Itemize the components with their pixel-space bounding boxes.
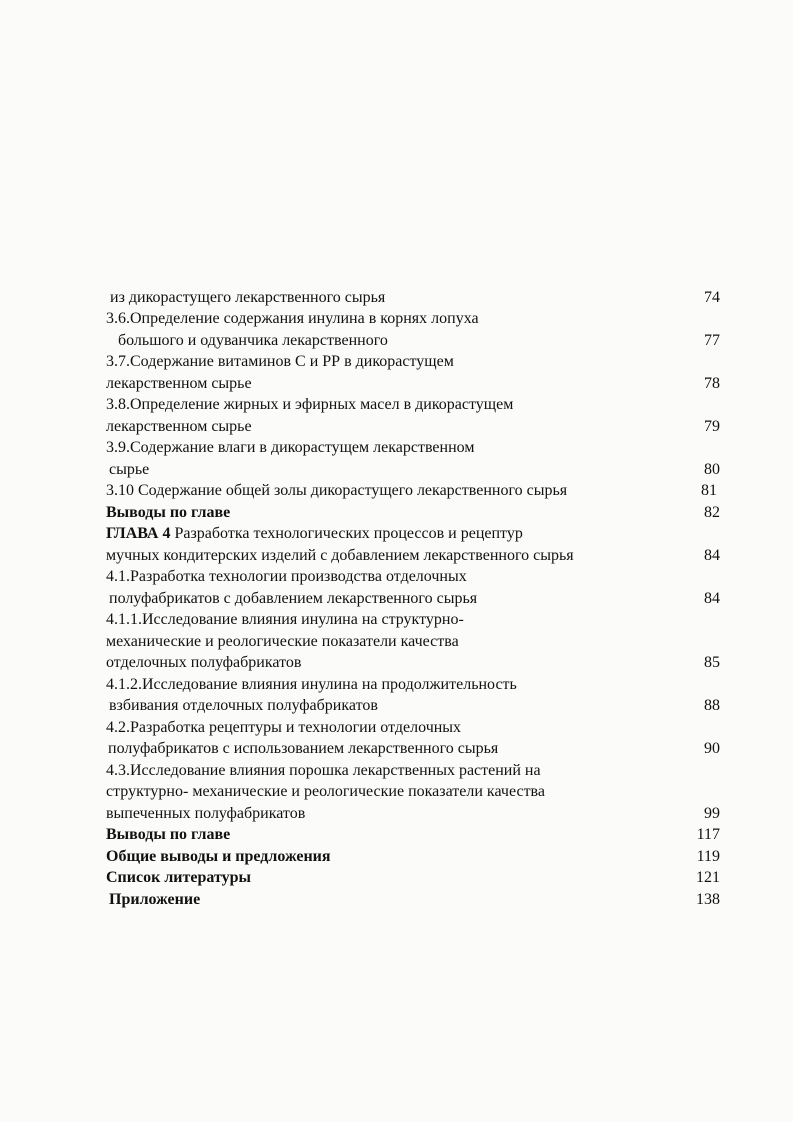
toc-entry-text: 3.8.Определение жирных и эфирных масел в дикорастущем	[106, 396, 514, 413]
toc-page-number: 79	[704, 418, 720, 435]
toc-page-number: 85	[704, 654, 720, 671]
toc-entry-text: из дикорастущего лекарственного сырья	[110, 289, 386, 306]
toc-chapter-conclusions: Выводы по главе	[106, 504, 231, 521]
toc-page-number: 121	[696, 869, 720, 886]
toc-entry-text: структурно- механические и реологические показатели качества	[106, 783, 545, 800]
toc-entry-text: сырье	[109, 461, 150, 478]
toc-entry-text: большого и одуванчика лекарственного	[118, 332, 388, 349]
toc-page-number: 84	[704, 590, 720, 607]
toc-page-number: 88	[704, 697, 720, 714]
toc-entry-text: 3.7.Содержание витаминов С и РР в дикорастущем	[106, 353, 454, 370]
toc-entry-text: лекарственном сырье	[106, 375, 252, 392]
toc-references: Список литературы	[106, 869, 251, 886]
toc-page-number: 74	[704, 289, 720, 306]
toc-entry-text: полуфабрикатов с использованием лекарственного сырья	[108, 740, 499, 757]
toc-entry-text: отделочных полуфабрикатов	[106, 654, 302, 671]
toc-entry-text: полуфабрикатов с добавлением лекарственного сырья	[109, 590, 478, 607]
toc-entry-text: 3.9.Содержание влаги в дикорастущем лекарственном	[106, 439, 475, 456]
toc-chapter-conclusions: Выводы по главе	[106, 826, 231, 843]
chapter-label: ГЛАВА 4	[106, 525, 171, 542]
toc-entry-text: 3.10 Содержание общей золы дикорастущего лекарственного сырья	[106, 482, 568, 499]
toc-entry-text: 4.1.1.Исследование влияния инулина на структурно-	[106, 611, 464, 628]
toc-entry-text: 3.6.Определение содержания инулина в корнях лопуха	[106, 310, 479, 327]
toc-general-conclusions: Общие выводы и предложения	[106, 848, 331, 865]
toc-entry-text: 4.1.2.Исследование влияния инулина на продолжительность	[106, 676, 517, 693]
toc-page-number: 82	[704, 504, 720, 521]
toc-page-number: 84	[704, 547, 720, 564]
toc-entry-text: взбивания отделочных полуфабрикатов	[109, 697, 378, 714]
toc-page-number: 81	[701, 482, 717, 499]
toc-page-number: 99	[704, 805, 720, 822]
toc-entry-text: выпеченных полуфабрикатов	[106, 805, 306, 822]
toc-entry-text: механические и реологические показатели качества	[106, 633, 459, 650]
toc-entry-text: мучных кондитерских изделий с добавлением лекарственного сырья	[106, 547, 574, 564]
toc-page-number: 138	[696, 891, 720, 908]
chapter-title: Разработка технологических процессов и рецептур	[170, 525, 523, 542]
toc-page-number: 117	[696, 826, 720, 843]
toc-entry-text: 4.2.Разработка рецептуры и технологии отделочных	[106, 719, 462, 736]
toc-entry-text: 4.1.Разработка технологии производства отделочных	[106, 568, 467, 585]
toc-page-number: 90	[704, 740, 720, 757]
toc-appendix: Приложение	[109, 891, 201, 908]
toc-entry-text: лекарственном сырье	[106, 418, 252, 435]
toc-chapter-heading	[106, 523, 523, 545]
toc-page-number: 78	[704, 375, 720, 392]
toc-page-number: 80	[704, 461, 720, 478]
toc-page-number: 119	[696, 848, 720, 865]
toc-entry-text: 4.3.Исследование влияния порошка лекарственных растений на	[106, 762, 541, 779]
toc-page-number: 77	[704, 332, 720, 349]
